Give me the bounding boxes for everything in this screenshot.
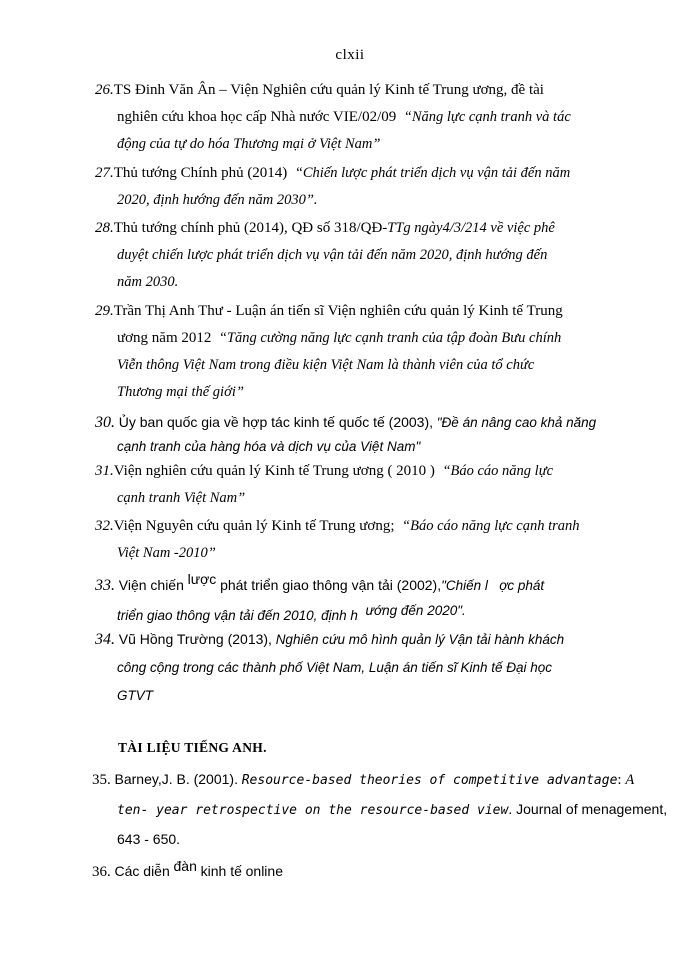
ref-title-cont: cạnh tranh của hàng hóa và dịch vụ của Việt Nam" bbox=[117, 439, 421, 454]
ref-author: Ủy ban quốc gia về hợp tác kinh tế quốc tế (2003), bbox=[118, 414, 434, 430]
ref-title: Resource-based theories of competitive advantage bbox=[241, 773, 618, 788]
ref-title-cont: triển giao thông vận tải đến 2010, định h bbox=[117, 608, 358, 623]
reference-30 bbox=[95, 410, 640, 459]
ref-number: 35. bbox=[92, 772, 111, 788]
reference-27 bbox=[95, 160, 640, 214]
ref-title-cont: động của tự do hóa Thương mại ở Việt Nam” bbox=[117, 136, 381, 152]
reference-35 bbox=[92, 765, 668, 854]
ref-pages: 643 - 650. bbox=[117, 831, 181, 847]
reference-33 bbox=[95, 571, 640, 631]
ref-author: phát triển giao thông vận tải (2002), bbox=[220, 577, 442, 593]
ref-title: “Năng lực cạnh tranh và tác bbox=[403, 109, 571, 125]
reference-34 bbox=[95, 626, 640, 710]
ref-text: online bbox=[245, 863, 283, 879]
ref-text: kinh tế bbox=[200, 863, 242, 879]
ref-title: “Tăng cường năng lực cạnh tranh của tập đoàn Bưu chính bbox=[218, 330, 562, 346]
ref-author: Thủ tướng Chính phủ (2014) bbox=[113, 165, 288, 181]
ref-author: lược bbox=[187, 571, 217, 587]
ref-number: 34. bbox=[95, 631, 115, 648]
ref-author-cont: nghiên cứu khoa học cấp Nhà nước VIE/02/09 bbox=[117, 109, 397, 125]
page-number: clxii bbox=[335, 47, 365, 63]
ref-author: Barney,J. B. (2001). bbox=[114, 771, 238, 787]
ref-title-cont: 2020, định hướng đến năm 2030”. bbox=[117, 192, 318, 208]
reference-36 bbox=[92, 858, 637, 886]
ref-title: "Đề án nâng cao khả năng bbox=[436, 415, 597, 430]
reference-26 bbox=[95, 77, 640, 158]
ref-author: Viện chiến bbox=[118, 577, 184, 593]
ref-author: Vũ Hồng Trường (2013), bbox=[118, 631, 272, 647]
ref-title-cont: năm 2030. bbox=[117, 274, 179, 290]
ref-author: Viện nghiên cứu quản lý Kinh tế Trung ương ( 2010 ) bbox=[113, 463, 435, 479]
ref-author: Thủ tướng chính phủ (2014), QĐ số 318/QĐ- bbox=[113, 220, 388, 236]
reference-32 bbox=[95, 513, 640, 567]
ref-title-cont: ướng đến 2020". bbox=[365, 603, 466, 618]
ref-title-cont: công cộng trong các thành phố Việt Nam, Luận án tiến sĩ Kinh tế Đại học bbox=[117, 660, 553, 675]
ref-author: Viện Nguyên cứu quản lý Kinh tế Trung ương; bbox=[113, 518, 395, 534]
ref-title: Nghiên cứu mô hình quản lý Vận tải hành khách bbox=[275, 632, 565, 647]
ref-number: 27. bbox=[95, 165, 114, 181]
ref-title-cont: ten- year retrospective on the resource-based view bbox=[117, 803, 509, 818]
section-heading-english: TÀI LIỆU TIẾNG ANH. bbox=[118, 740, 267, 755]
reference-31 bbox=[95, 458, 640, 512]
ref-title-cont: Thương mại thế giới” bbox=[117, 384, 244, 400]
ref-title: “Báo cáo năng lực bbox=[442, 463, 554, 479]
ref-text: Các diễn bbox=[114, 863, 170, 879]
ref-number: 31. bbox=[95, 463, 114, 479]
ref-number: 26. bbox=[95, 82, 114, 98]
ref-title: A bbox=[625, 772, 635, 788]
ref-author: TS Đinh Văn Ân – Viện Nghiên cứu quản lý Kinh tế Trung ương, đề tài bbox=[113, 82, 544, 98]
ref-number: 28. bbox=[95, 220, 114, 236]
ref-journal: . Journal of menagement, bbox=[508, 801, 668, 817]
ref-title-cont: Viễn thông Việt Nam trong điều kiện Việt Nam là thành viên của tổ chức bbox=[117, 357, 535, 373]
ref-title: ợc phát bbox=[499, 578, 545, 593]
ref-title: "Chiến l bbox=[441, 578, 488, 593]
ref-number: 33. bbox=[95, 577, 115, 594]
ref-number: 29. bbox=[95, 303, 114, 319]
ref-title: TTg ngày4/3/214 về việc phê bbox=[387, 220, 555, 236]
ref-title-cont: Việt Nam -2010” bbox=[117, 545, 216, 561]
ref-author-cont: ương năm 2012 bbox=[117, 330, 212, 346]
ref-number: 30. bbox=[95, 414, 115, 431]
ref-title: “Báo cáo năng lực cạnh tranh bbox=[402, 518, 580, 534]
reference-28 bbox=[95, 215, 640, 296]
ref-text: đàn bbox=[173, 858, 197, 874]
reference-29 bbox=[95, 298, 640, 406]
ref-number: 32. bbox=[95, 518, 114, 534]
ref-title-cont: duyệt chiến lược phát triển dịch vụ vận tải đến năm 2020, định hướng đến bbox=[117, 247, 548, 263]
ref-title-cont: cạnh tranh Việt Nam” bbox=[117, 490, 246, 506]
ref-punct: : bbox=[617, 772, 622, 788]
ref-author: Trần Thị Anh Thư - Luận án tiến sĩ Viện nghiên cứu quản lý Kinh tế Trung bbox=[113, 303, 563, 319]
ref-number: 36. bbox=[92, 864, 111, 880]
ref-title-cont: GTVT bbox=[117, 688, 153, 703]
ref-title: “Chiến lược phát triển dịch vụ vận tải đến năm bbox=[294, 165, 571, 181]
